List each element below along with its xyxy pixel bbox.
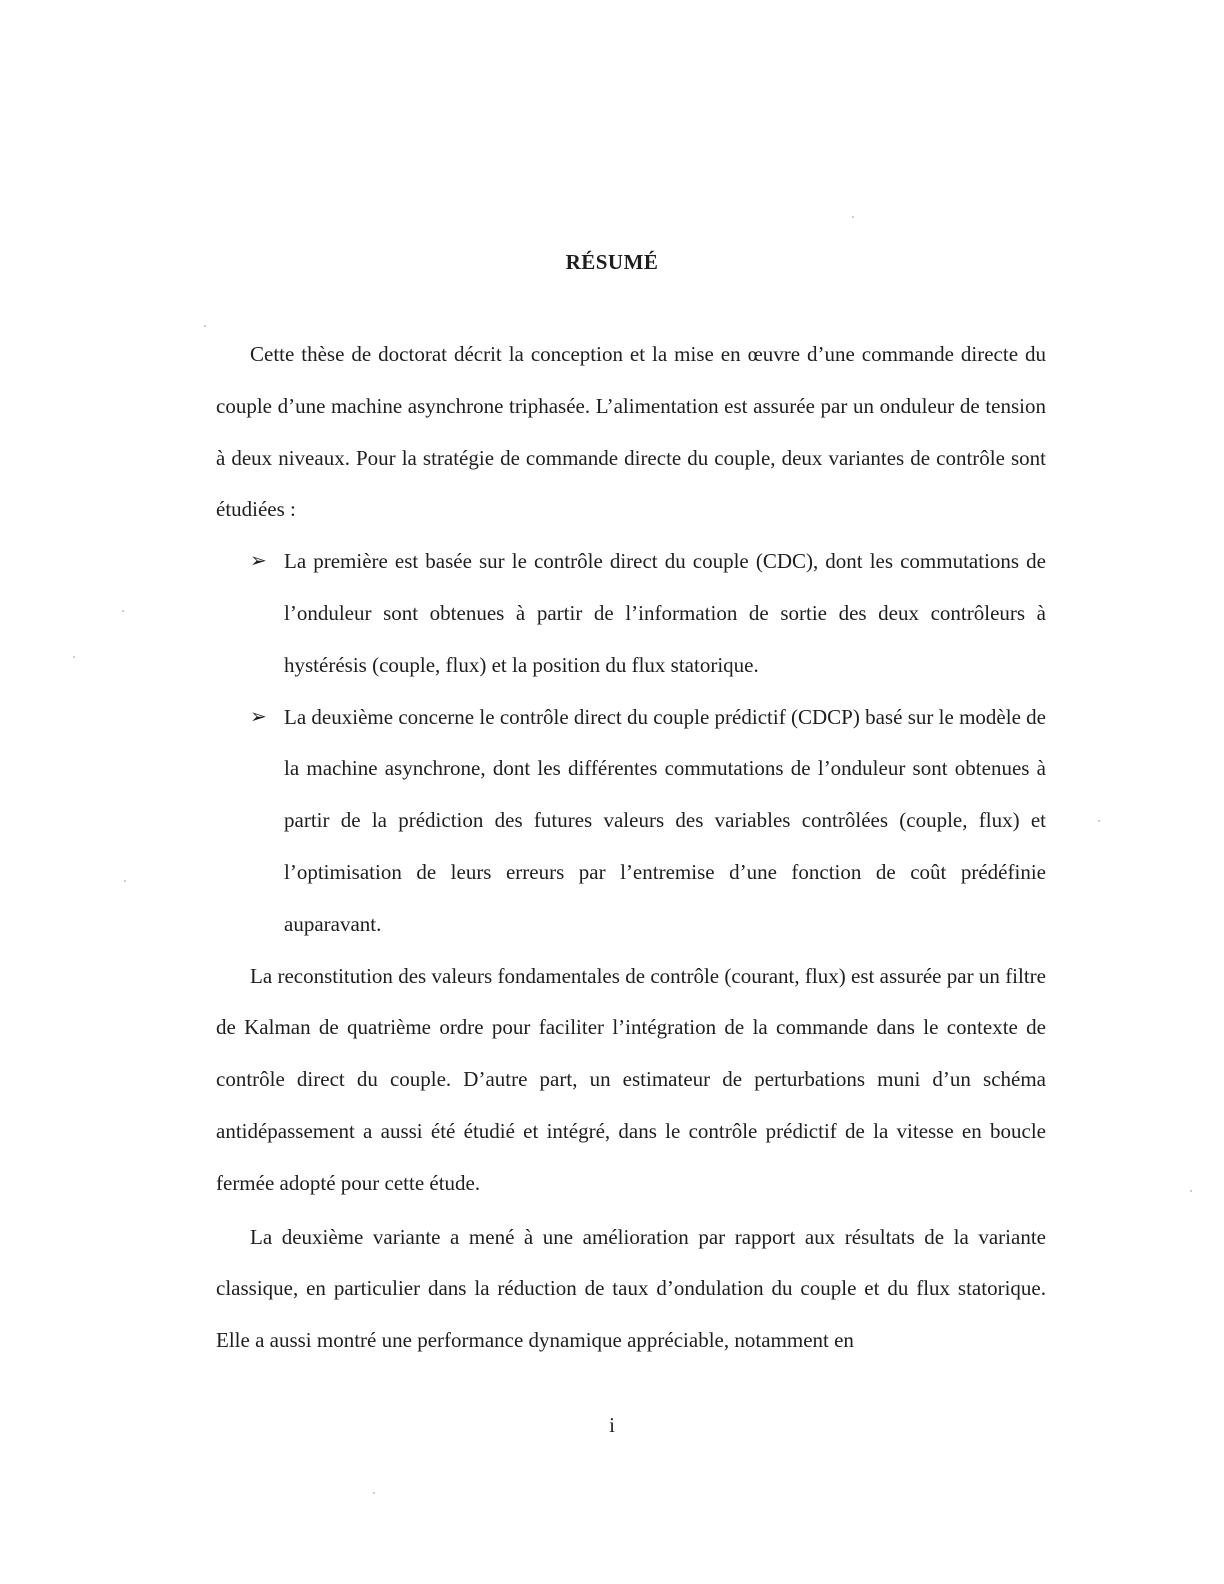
scan-speck	[373, 1492, 375, 1494]
paragraph-intro: Cette thèse de doctorat décrit la conception et la mise en œuvre d’une commande directe du couple d’une machine asynchrone triphasée. L’alimentation est assurée par un onduleur de tension à deux niveaux. Pour la stratégie de commande directe du couple, deux variantes de contrôle sont étudiées :	[216, 342, 1046, 522]
list-item-text: La deuxième concerne le contrôle direct du couple prédictif (CDCP) basé sur le modèle de la machine asynchrone, dont les différentes commutations de l’onduleur sont obtenues à partir de la prédiction des futures valeurs des variables contrôlées (couple, flux) et l’optimisation de leurs erreurs par l’entremise d’une fonction de coût prédéfinie auparavant.	[284, 704, 1046, 936]
scan-speck	[852, 216, 854, 218]
paragraph-reconstitution: La reconstitution des valeurs fondamentales de contrôle (courant, flux) est assurée par un filtre de Kalman de quatrième ordre pour faciliter l’intégration de la commande dans le contexte de contrôle direct du couple. D’autre part, un estimateur de perturbations muni d’un schéma antidépassement a aussi été étudié et intégré, dans le contrôle prédictif de la vitesse en boucle fermée adopté pour cette étude.	[216, 963, 1046, 1195]
list-item-text: La première est basée sur le contrôle direct du couple (CDC), dont les commutations de l’onduleur sont obtenues à partir de l’information de sortie des deux contrôleurs à hystérésis (couple, flux) et la position du flux statorique.	[284, 549, 1046, 677]
arrow-bullet-icon: ➢	[250, 550, 267, 573]
scan-speck	[204, 325, 206, 327]
scan-speck	[1190, 1190, 1192, 1192]
scan-speck	[73, 656, 75, 658]
list-item	[216, 692, 1046, 951]
variant-list	[216, 536, 1046, 950]
page-title: RÉSUMÉ	[565, 250, 659, 274]
abstract-body	[216, 329, 1046, 1367]
scan-speck	[124, 880, 126, 882]
list-item	[216, 536, 1046, 691]
scan-speck	[122, 610, 124, 612]
scan-speck	[1098, 820, 1100, 822]
paragraph-results: La deuxième variante a mené à une amélioration par rapport aux résultats de la variante classique, en particulier dans la réduction de taux d’ondulation du couple et du flux statorique. Elle a aussi montré une performance dynamique appréciable, notamment en	[216, 1224, 1046, 1353]
arrow-bullet-icon: ➢	[250, 705, 267, 728]
page-number: i	[609, 1413, 615, 1437]
